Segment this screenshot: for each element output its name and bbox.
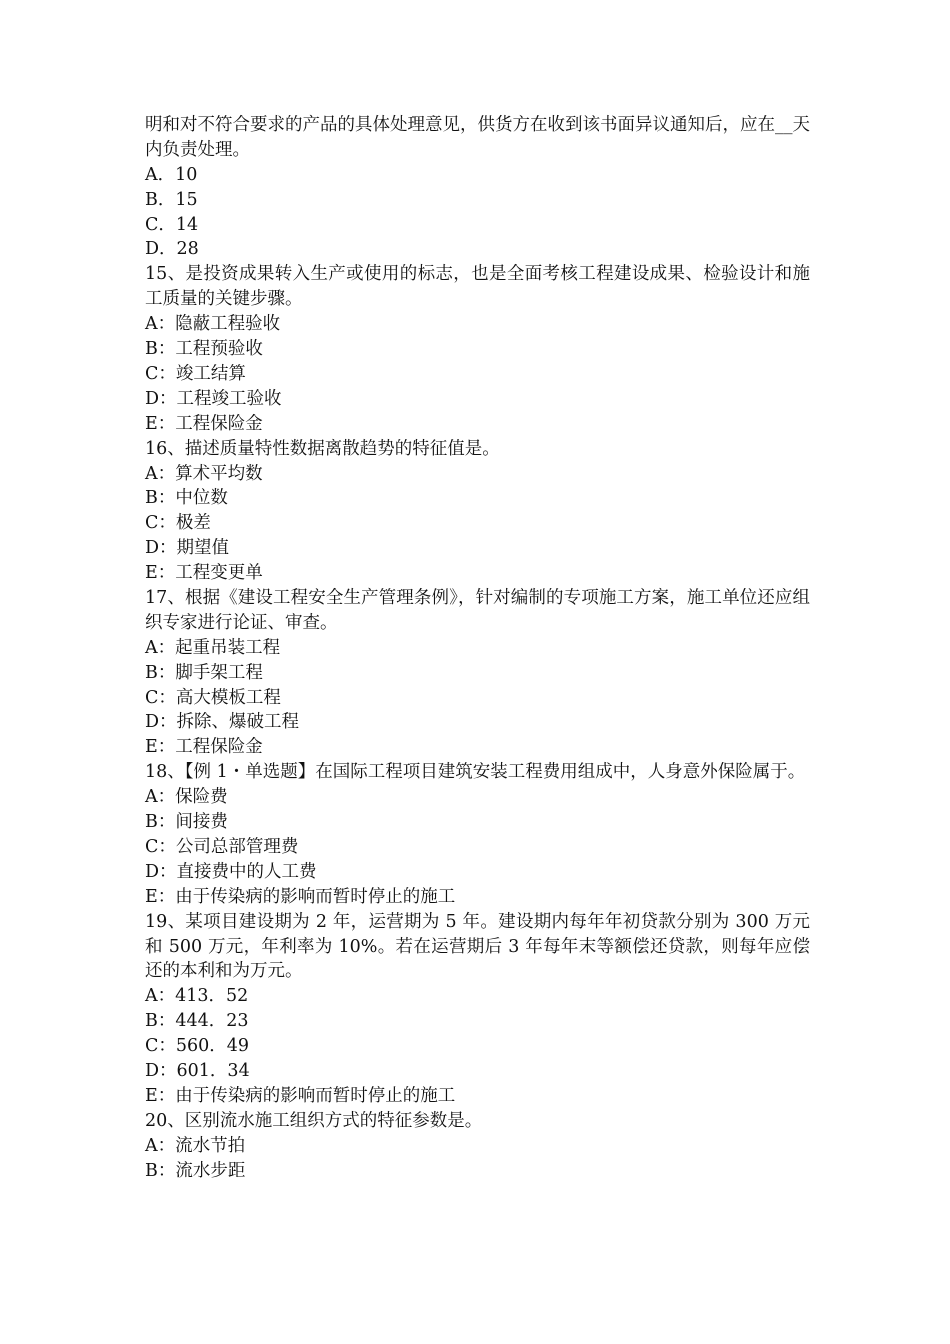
answer-option: A：流水节拍: [145, 1135, 246, 1156]
answer-option: C：高大模板工程: [145, 687, 281, 708]
answer-option: C：竣工结算: [145, 363, 246, 384]
answer-option: A：起重吊装工程: [145, 637, 281, 658]
document-page: [145, 113, 810, 1183]
answer-option: B：脚手架工程: [145, 662, 263, 683]
answer-option: C：极差: [145, 513, 211, 534]
answer-option: B：中位数: [145, 488, 228, 509]
question-text: 19、某项目建设期为 2 年，运营期为 5 年。建设期内每年年初贷款分别为 300 万元和 500 万元，年利率为 10%。若在运营期后 3 年每年末等额偿还贷款，则每年应偿还的本利和为万元。: [145, 911, 810, 982]
answer-option: D：拆除、爆破工程: [145, 712, 300, 733]
answer-option: A．10: [145, 164, 198, 185]
answer-option: D：工程竣工验收: [145, 388, 282, 409]
answer-option: C．14: [145, 214, 199, 235]
answer-option: D．28: [145, 239, 199, 260]
question-text: 15、是投资成果转入生产或使用的标志，也是全面考核工程建设成果、检验设计和施工质量的关键步骤。: [145, 264, 810, 310]
answer-option: C：公司总部管理费: [145, 836, 299, 857]
question-text: 16、描述质量特性数据离散趋势的特征值是。: [145, 438, 500, 459]
question-text: 18、【例 1・单选题】在国际工程项目建筑安装工程费用组成中，人身意外保险属于。: [145, 762, 806, 783]
question-text: 17、根据《建设工程安全生产管理条例》，针对编制的专项施工方案，施工单位还应组织专家进行论证、审查。: [145, 588, 810, 633]
answer-option: B．15: [145, 189, 198, 210]
answer-option: E：工程变更单: [145, 563, 263, 584]
answer-option: B：流水步距: [145, 1160, 246, 1181]
answer-option: B：工程预验收: [145, 339, 263, 360]
answer-option: E：由于传染病的影响而暂时停止的施工: [145, 886, 456, 907]
answer-option: E：由于传染病的影响而暂时停止的施工: [145, 1085, 456, 1106]
answer-option: D：期望值: [145, 538, 230, 559]
answer-option: D：601．34: [145, 1061, 250, 1082]
question-text: 明和对不符合要求的产品的具体处理意见，供货方在收到该书面异议通知后，应在__天内负责处理。: [145, 115, 810, 160]
question-text: 20、区别流水施工组织方式的特征参数是。: [145, 1110, 483, 1131]
answer-option: E：工程保险金: [145, 737, 263, 758]
answer-option: E：工程保险金: [145, 413, 263, 434]
answer-option: A：保险费: [145, 787, 228, 808]
answer-option: A：413．52: [145, 986, 249, 1007]
answer-option: B：444．23: [145, 1011, 249, 1032]
answer-option: D：直接费中的人工费: [145, 861, 317, 882]
answer-option: A：隐蔽工程验收: [145, 314, 281, 335]
answer-option: A：算术平均数: [145, 463, 263, 484]
answer-option: C：560．49: [145, 1036, 250, 1057]
answer-option: B：间接费: [145, 812, 228, 833]
